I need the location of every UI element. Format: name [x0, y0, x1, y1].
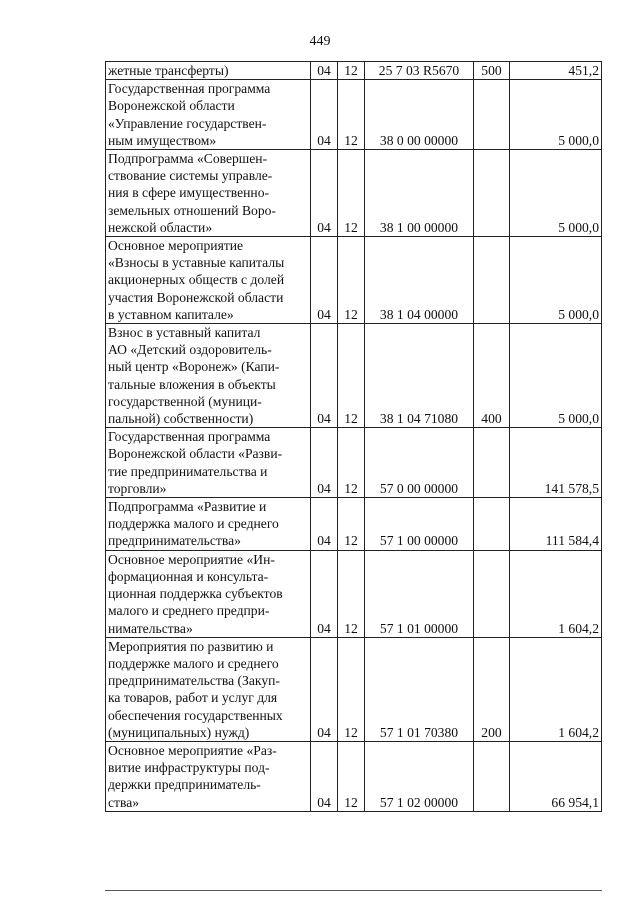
- target-article-cell: 38 0 00 00000: [365, 80, 474, 150]
- row-name-line: жетные трансферты): [108, 63, 229, 78]
- row-name-line: в уставном капитале»: [108, 306, 234, 322]
- target-article-cell: 57 0 00 00000: [365, 428, 474, 498]
- target-article-cell: 38 1 00 00000: [365, 150, 474, 237]
- subsection-code-cell: 12: [338, 62, 365, 80]
- row-name-line: формационная и консульта-: [108, 568, 269, 584]
- amount-cell: 66 954,1: [510, 741, 602, 811]
- amount-cell: 141 578,5: [510, 428, 602, 498]
- subsection-code-cell: 12: [338, 428, 365, 498]
- table-row: [106, 428, 602, 498]
- expense-type-cell: [474, 498, 510, 551]
- row-name-line: Воронежской области «Разви-: [108, 446, 283, 462]
- subsection-code-cell: 12: [338, 237, 365, 324]
- row-name-line: витие инфраструктуры под-: [108, 760, 270, 776]
- row-name-line: пальной) собственности): [108, 411, 254, 427]
- row-name-cell: [106, 150, 311, 237]
- row-name-line: обеспечения государственных: [108, 707, 283, 723]
- row-name-cell: [106, 80, 311, 150]
- row-name-line: держки предприниматель-: [108, 777, 261, 793]
- section-code-cell: 04: [311, 741, 338, 811]
- row-name-line: ства»: [108, 794, 140, 810]
- amount-cell: 5 000,0: [510, 237, 602, 324]
- subsection-code-cell: 12: [338, 550, 365, 637]
- section-code-cell: 04: [311, 237, 338, 324]
- amount-cell: 1 604,2: [510, 550, 602, 637]
- row-name-line: Подпрограмма «Совершен-: [108, 151, 268, 167]
- row-name-line: ствование системы управле-: [108, 168, 273, 184]
- row-name-line: ка товаров, работ и услуг для: [108, 690, 278, 706]
- row-name-line: земельных отношений Воро-: [108, 202, 276, 218]
- expense-type-cell: [474, 428, 510, 498]
- row-name-line: ный центр «Воронеж» (Капи-: [108, 359, 280, 375]
- row-name-line: тие предпринимательства и: [108, 463, 268, 479]
- target-article-cell: 25 7 03 R5670: [365, 62, 474, 80]
- row-name-cell: [106, 237, 311, 324]
- row-name-cell: [106, 62, 311, 80]
- section-code-cell: 04: [311, 62, 338, 80]
- target-article-cell: 38 1 04 71080: [365, 324, 474, 428]
- target-article-cell: 57 1 02 00000: [365, 741, 474, 811]
- target-article-cell: 57 1 01 00000: [365, 550, 474, 637]
- subsection-code-cell: 12: [338, 498, 365, 551]
- row-name-cell: [106, 428, 311, 498]
- table-row: [106, 62, 602, 80]
- section-code-cell: 04: [311, 428, 338, 498]
- row-name-line: «Взносы в уставные капиталы: [108, 255, 285, 271]
- section-code-cell: 04: [311, 150, 338, 237]
- amount-cell: 1 604,2: [510, 637, 602, 741]
- section-code-cell: 04: [311, 550, 338, 637]
- subsection-code-cell: 12: [338, 324, 365, 428]
- expense-type-cell: [474, 237, 510, 324]
- row-name-line: ным имуществом»: [108, 132, 217, 148]
- row-name-line: акционерных обществ с долей: [108, 272, 285, 288]
- row-name-line: Государственная программа: [108, 429, 271, 445]
- row-name-cell: [106, 637, 311, 741]
- row-name-line: торговли»: [108, 480, 167, 496]
- row-name-line: Основное мероприятие «Раз-: [108, 742, 277, 758]
- row-name-line: АО «Детский оздоровитель-: [108, 342, 272, 358]
- section-code-cell: 04: [311, 637, 338, 741]
- expense-type-cell: 400: [474, 324, 510, 428]
- row-name-line: Основное мероприятие «Ин-: [108, 551, 275, 567]
- row-name-line: тальные вложения в объекты: [108, 376, 276, 392]
- expense-type-cell: [474, 80, 510, 150]
- page-number: 449: [309, 34, 331, 49]
- expense-type-cell: 500: [474, 62, 510, 80]
- table-row: [106, 80, 602, 150]
- row-name-line: «Управление государствен-: [108, 115, 267, 131]
- row-name-line: (муниципальных) нужд): [108, 724, 250, 740]
- row-name-line: малого и среднего предпри-: [108, 603, 270, 619]
- row-name-cell: [106, 741, 311, 811]
- expense-type-cell: [474, 550, 510, 637]
- subsection-code-cell: 12: [338, 637, 365, 741]
- expense-type-cell: [474, 741, 510, 811]
- section-code-cell: 04: [311, 80, 338, 150]
- expense-type-cell: [474, 150, 510, 237]
- row-name-line: Воронежской области: [108, 98, 235, 114]
- row-name-line: поддержка малого и среднего: [108, 516, 279, 532]
- row-name-line: предпринимательства»: [108, 533, 241, 549]
- table-row: [106, 237, 602, 324]
- row-name-line: ционная поддержка субъектов: [108, 586, 283, 602]
- table-row: [106, 498, 602, 551]
- table-row: [106, 324, 602, 428]
- row-name-line: Мероприятия по развитию и: [108, 638, 274, 654]
- expense-type-cell: 200: [474, 637, 510, 741]
- row-name-line: участия Воронежской области: [108, 289, 284, 305]
- row-name-line: государственной (муници-: [108, 393, 262, 409]
- amount-cell: 451,2: [510, 62, 602, 80]
- row-name-line: Подпрограмма «Развитие и: [108, 499, 267, 515]
- table-row: [106, 150, 602, 237]
- row-name-line: предпринимательства (Закуп-: [108, 673, 280, 689]
- row-name-cell: [106, 324, 311, 428]
- target-article-cell: 57 1 00 00000: [365, 498, 474, 551]
- row-name-line: поддержке малого и среднего: [108, 655, 279, 671]
- amount-cell: 5 000,0: [510, 80, 602, 150]
- row-name-line: Государственная программа: [108, 81, 271, 97]
- budget-table-body: [106, 62, 602, 812]
- table-row: [106, 637, 602, 741]
- budget-table: [105, 61, 602, 812]
- row-name-line: нежской области»: [108, 219, 213, 235]
- row-name-line: нимательства»: [108, 620, 193, 636]
- footer-divider: [105, 890, 602, 891]
- table-row: [106, 550, 602, 637]
- amount-cell: 5 000,0: [510, 150, 602, 237]
- subsection-code-cell: 12: [338, 150, 365, 237]
- target-article-cell: 38 1 04 00000: [365, 237, 474, 324]
- subsection-code-cell: 12: [338, 741, 365, 811]
- row-name-cell: [106, 498, 311, 551]
- row-name-line: ния в сфере имущественно-: [108, 185, 270, 201]
- table-row: [106, 741, 602, 811]
- section-code-cell: 04: [311, 324, 338, 428]
- amount-cell: 5 000,0: [510, 324, 602, 428]
- row-name-cell: [106, 550, 311, 637]
- subsection-code-cell: 12: [338, 80, 365, 150]
- amount-cell: 111 584,4: [510, 498, 602, 551]
- target-article-cell: 57 1 01 70380: [365, 637, 474, 741]
- row-name-line: Основное мероприятие: [108, 238, 244, 254]
- row-name-line: Взнос в уставный капитал: [108, 325, 261, 341]
- section-code-cell: 04: [311, 498, 338, 551]
